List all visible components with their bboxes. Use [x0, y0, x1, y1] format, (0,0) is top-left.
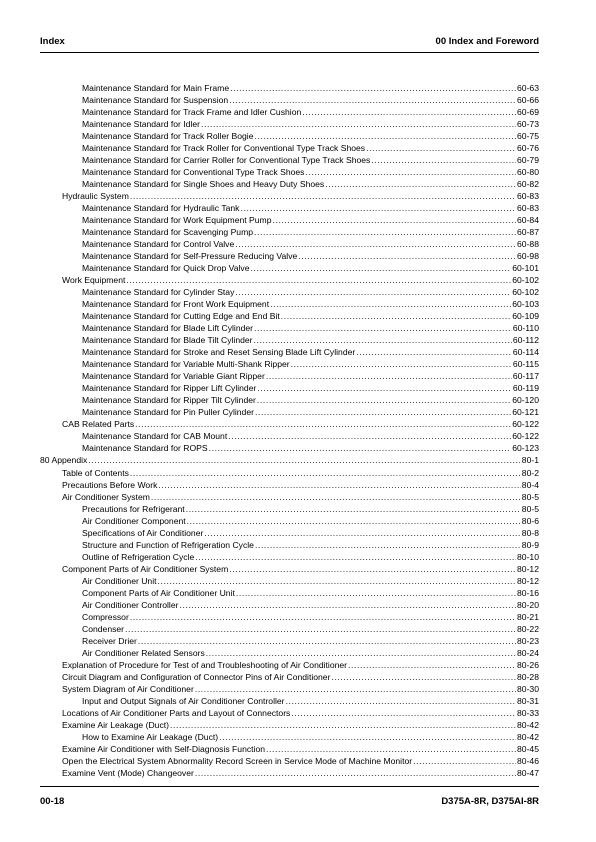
- dot-leader: [281, 310, 511, 322]
- toc-entry[interactable]: [40, 94, 539, 106]
- dot-leader: [230, 82, 516, 94]
- toc-entry-title: 80 Appendix: [40, 455, 88, 466]
- toc-entry-title: CAB Related Parts: [62, 419, 135, 430]
- toc-entry-title: Component Parts of Air Conditioner System: [62, 563, 229, 574]
- toc-entry[interactable]: [40, 166, 539, 178]
- header-chapter-title: 00 Index and Foreword: [435, 36, 539, 47]
- toc-entry-title: Air Conditioner Related Sensors: [82, 647, 205, 658]
- toc-entry-title: Specifications of Air Conditioner: [82, 527, 204, 538]
- toc-entry-title: Component Parts of Air Conditioner Unit: [82, 587, 235, 598]
- toc-entry-title: Maintenance Standard for Ripper Lift Cylinder: [82, 383, 257, 394]
- toc-entry-title: Input and Output Signals of Air Conditioner Controller: [82, 695, 285, 706]
- toc-entry-page: 60-121: [512, 407, 539, 418]
- footer-divider: [40, 786, 539, 787]
- dot-leader: [229, 94, 516, 106]
- toc-entry[interactable]: [40, 298, 539, 310]
- toc-entry-page: 60-66: [517, 95, 539, 106]
- toc-entry-page: 80-22: [517, 623, 539, 634]
- toc-entry-page: 80-42: [517, 731, 539, 742]
- toc-entry[interactable]: [40, 250, 539, 262]
- toc-entry-title: Maintenance Standard for Work Equipment Pump: [82, 215, 272, 226]
- toc-entry-title: Maintenance Standard for Idler: [82, 119, 200, 130]
- toc-entry-title: Maintenance Standard for Track Roller Bogie: [82, 131, 254, 142]
- dot-leader: [298, 250, 516, 262]
- toc-entry[interactable]: [40, 418, 539, 430]
- dot-leader: [235, 286, 511, 298]
- toc-entry[interactable]: [40, 334, 539, 346]
- toc-entry-page: 80-5: [521, 491, 539, 502]
- toc-entry-page: 80-16: [517, 587, 539, 598]
- header-divider: [40, 52, 539, 53]
- dot-leader: [255, 130, 517, 142]
- dot-leader: [135, 418, 511, 430]
- toc-entry-page: 80-10: [517, 551, 539, 562]
- toc-entry-page: 80-47: [517, 767, 539, 778]
- toc-entry-title: Maintenance Standard for CAB Mount: [82, 431, 228, 442]
- toc-entry-title: Maintenance Standard for Control Valve: [82, 239, 235, 250]
- dot-leader: [126, 274, 511, 286]
- dot-leader: [170, 719, 516, 731]
- dot-leader: [187, 515, 521, 527]
- toc-entry-page: 80-33: [517, 707, 539, 718]
- toc-entry[interactable]: [40, 539, 539, 551]
- dot-leader: [291, 707, 516, 719]
- toc-entry-page: 80-6: [521, 515, 539, 526]
- toc-entry-page: 60-101: [512, 263, 539, 274]
- dot-leader: [254, 322, 512, 334]
- toc-entry-title: Maintenance Standard for Pin Puller Cylinder: [82, 407, 254, 418]
- toc-entry-page: 80-12: [517, 563, 539, 574]
- toc-entry-page: 60-122: [512, 419, 539, 430]
- toc-entry-title: Maintenance Standard for Ripper Tilt Cylinder: [82, 395, 256, 406]
- toc-entry-title: Maintenance Standard for Track Roller for Conventional Type Track Shoes: [82, 143, 366, 154]
- toc-entry[interactable]: [40, 226, 539, 238]
- dot-leader: [158, 479, 520, 491]
- toc-entry[interactable]: [40, 370, 539, 382]
- toc-entry[interactable]: [40, 274, 539, 286]
- dot-leader: [254, 334, 512, 346]
- toc-entry-page: 80-42: [517, 719, 539, 730]
- toc-entry[interactable]: [40, 442, 539, 454]
- toc-entry-title: Maintenance Standard for Variable Multi-Shank Ripper: [82, 359, 290, 370]
- toc-entry[interactable]: [40, 286, 539, 298]
- toc-entry[interactable]: [40, 707, 539, 719]
- dot-leader: [255, 406, 511, 418]
- dot-leader: [356, 346, 512, 358]
- toc-entry-title: Maintenance Standard for ROPS: [82, 443, 208, 454]
- dot-leader: [272, 214, 516, 226]
- toc-entry[interactable]: [40, 479, 539, 491]
- toc-entry-page: 60-123: [512, 443, 539, 454]
- dot-leader: [257, 382, 512, 394]
- toc-entry-title: System Diagram of Air Conditioner: [62, 683, 194, 694]
- toc-entry[interactable]: [40, 635, 539, 647]
- toc-entry-page: 60-84: [517, 215, 539, 226]
- dot-leader: [240, 202, 516, 214]
- toc-entry-page: 80-12: [517, 575, 539, 586]
- toc-entry-page: 60-63: [517, 83, 539, 93]
- toc-entry-page: 60-83: [517, 203, 539, 214]
- dot-leader: [236, 587, 516, 599]
- toc-entry-page: 80-45: [517, 743, 539, 754]
- dot-leader: [151, 491, 521, 503]
- toc-entry[interactable]: [40, 647, 539, 659]
- toc-entry[interactable]: [40, 214, 539, 226]
- toc-entry[interactable]: [40, 743, 539, 755]
- toc-entry-title: Open the Electrical System Abnormality Record Screen in Service Mode of Machine Monitor: [62, 755, 413, 766]
- toc-entry-title: Explanation of Procedure for Test of and Troubleshooting of Air Conditioner: [62, 659, 348, 670]
- toc-entry-page: 60-112: [512, 335, 539, 346]
- toc-entry-page: 60-102: [512, 275, 539, 286]
- toc-entry-page: 60-83: [517, 191, 539, 202]
- dot-leader: [257, 394, 511, 406]
- toc-entry[interactable]: [40, 551, 539, 563]
- toc-entry-page: 60-114: [512, 347, 539, 358]
- toc-entry[interactable]: [40, 382, 539, 394]
- toc-entry-title: Maintenance Standard for Stroke and Reset Sensing Blade Lift Cylinder: [82, 347, 356, 358]
- toc-entry[interactable]: [40, 106, 539, 118]
- toc-entry[interactable]: [40, 491, 539, 503]
- toc-entry-page: 60-120: [512, 395, 539, 406]
- toc-entry-page: 60-117: [512, 371, 539, 382]
- dot-leader: [348, 659, 516, 671]
- toc-entry[interactable]: [40, 142, 539, 154]
- dot-leader: [235, 238, 516, 250]
- dot-leader: [179, 599, 516, 611]
- page-header: [40, 36, 539, 50]
- toc-entry[interactable]: [40, 178, 539, 190]
- toc-entry[interactable]: [40, 683, 539, 695]
- dot-leader: [201, 118, 516, 130]
- toc-entry[interactable]: [40, 563, 539, 575]
- toc-entry-page: 80-2: [521, 467, 539, 478]
- toc-entry-title: Maintenance Standard for Cylinder Stay: [82, 287, 235, 298]
- toc-entry[interactable]: [40, 238, 539, 250]
- toc-entry[interactable]: [40, 262, 539, 274]
- dot-leader: [206, 647, 516, 659]
- toc-entry-title: Air Conditioner Controller: [82, 599, 179, 610]
- dot-leader: [266, 370, 512, 382]
- header-section-title: Index: [40, 36, 65, 47]
- dot-leader: [228, 430, 511, 442]
- toc-entry-title: Maintenance Standard for Self-Pressure Reducing Valve: [82, 251, 298, 262]
- dot-leader: [195, 551, 516, 563]
- toc-entry-title: Maintenance Standard for Variable Giant Ripper: [82, 371, 265, 382]
- toc-entry[interactable]: [40, 82, 539, 94]
- toc-entry-title: Compressor: [82, 611, 129, 622]
- toc-entry-title: Maintenance Standard for Hydraulic Tank: [82, 203, 240, 214]
- toc-entry[interactable]: [40, 731, 539, 743]
- dot-leader: [195, 683, 516, 695]
- toc-entry-title: Maintenance Standard for Track Frame and Idler Cushion: [82, 107, 302, 118]
- toc-entry-page: 60-122: [512, 431, 539, 442]
- toc-entry[interactable]: [40, 454, 539, 466]
- toc-entry-page: 60-110: [512, 323, 539, 334]
- toc-entry-title: Maintenance Standard for Front Work Equipment: [82, 299, 270, 310]
- toc-entry-page: 80-4: [521, 479, 539, 490]
- toc-entry-title: Examine Air Conditioner with Self-Diagnosis Function: [62, 743, 266, 754]
- toc-entry-page: 60-69: [517, 107, 539, 118]
- toc-entry-page: 80-1: [521, 455, 539, 466]
- toc-entry[interactable]: [40, 695, 539, 707]
- toc-entry[interactable]: [40, 322, 539, 334]
- toc-entry-title: Maintenance Standard for Main Frame: [82, 83, 230, 93]
- toc-entry-page: 60-80: [517, 167, 539, 178]
- toc-entry-title: Precautions Before Work: [62, 479, 158, 490]
- dot-leader: [286, 695, 516, 707]
- toc-entry-title: Condenser: [82, 623, 125, 634]
- dot-leader: [130, 467, 521, 479]
- toc-entry[interactable]: [40, 346, 539, 358]
- toc-entry-title: Receiver Drier: [82, 635, 137, 646]
- toc-entry[interactable]: [40, 503, 539, 515]
- toc-entry[interactable]: [40, 190, 539, 202]
- toc-entry-page: 60-76: [517, 143, 539, 154]
- dot-leader: [366, 142, 516, 154]
- dot-leader: [204, 527, 520, 539]
- dot-leader: [325, 178, 516, 190]
- toc-entry-page: 80-20: [517, 599, 539, 610]
- toc-entry-title: Maintenance Standard for Carrier Roller for Conventional Type Track Shoes: [82, 155, 371, 166]
- toc-entry-page: 60-109: [512, 311, 539, 322]
- page-number: 00-18: [40, 796, 65, 807]
- toc-entry-page: 80-28: [517, 671, 539, 682]
- dot-leader: [195, 767, 516, 779]
- toc-entry-page: 60-87: [517, 227, 539, 238]
- toc-entry-page: 80-5: [521, 503, 539, 514]
- dot-leader: [371, 154, 516, 166]
- dot-leader: [88, 454, 520, 466]
- toc-entry-title: Table of Contents: [62, 467, 129, 478]
- model-name: D375A-8R, D375AI-8R: [441, 796, 539, 807]
- dot-leader: [266, 743, 516, 755]
- toc-entry[interactable]: [40, 358, 539, 370]
- dot-leader: [251, 262, 512, 274]
- dot-leader: [219, 731, 516, 743]
- toc-entry-title: Maintenance Standard for Suspension: [82, 95, 229, 106]
- toc-entry-page: 80-46: [517, 755, 539, 766]
- toc-entry[interactable]: [40, 611, 539, 623]
- dot-leader: [331, 671, 516, 683]
- dot-leader: [130, 611, 516, 623]
- toc-entry[interactable]: [40, 659, 539, 671]
- toc-entry[interactable]: [40, 406, 539, 418]
- toc-entry[interactable]: [40, 767, 539, 779]
- dot-leader: [186, 503, 521, 515]
- toc-entry-page: 60-115: [512, 359, 539, 370]
- toc-entry[interactable]: [40, 623, 539, 635]
- toc-entry-page: 80-9: [521, 539, 539, 550]
- toc-entry[interactable]: [40, 394, 539, 406]
- table-of-contents: [40, 82, 539, 779]
- toc-entry[interactable]: [40, 202, 539, 214]
- toc-entry-page: 80-31: [517, 695, 539, 706]
- toc-entry[interactable]: [40, 118, 539, 130]
- toc-entry-page: 60-103: [512, 299, 539, 310]
- toc-entry-title: Examine Air Leakage (Duct): [62, 719, 169, 730]
- toc-entry[interactable]: [40, 599, 539, 611]
- toc-entry[interactable]: [40, 575, 539, 587]
- toc-entry-page: 60-119: [512, 383, 539, 394]
- toc-entry-title: Hydraulic System: [62, 191, 129, 202]
- toc-entry[interactable]: [40, 671, 539, 683]
- toc-entry-page: 60-75: [517, 131, 539, 142]
- toc-entry[interactable]: [40, 310, 539, 322]
- toc-entry-title: Outline of Refrigeration Cycle: [82, 551, 195, 562]
- dot-leader: [138, 635, 516, 647]
- dot-leader: [270, 298, 511, 310]
- toc-entry-title: Precautions for Refrigerant: [82, 503, 185, 514]
- toc-entry-page: 60-73: [517, 119, 539, 130]
- toc-entry-page: 80-26: [517, 659, 539, 670]
- toc-entry-page: 60-82: [517, 179, 539, 190]
- toc-entry[interactable]: [40, 719, 539, 731]
- toc-entry-title: Air Conditioner System: [62, 491, 150, 502]
- toc-entry-page: 80-23: [517, 635, 539, 646]
- toc-entry-title: Maintenance Standard for Blade Lift Cylinder: [82, 323, 254, 334]
- dot-leader: [255, 539, 521, 551]
- dot-leader: [125, 623, 516, 635]
- toc-entry-title: Maintenance Standard for Conventional Type Track Shoes: [82, 167, 305, 178]
- dot-leader: [229, 563, 516, 575]
- dot-leader: [302, 106, 516, 118]
- toc-entry-page: 60-102: [512, 287, 539, 298]
- toc-entry-title: Air Conditioner Component: [82, 515, 186, 526]
- toc-entry[interactable]: [40, 154, 539, 166]
- dot-leader: [158, 575, 517, 587]
- toc-entry-page: 80-21: [517, 611, 539, 622]
- dot-leader: [209, 442, 512, 454]
- toc-entry-page: 80-8: [521, 527, 539, 538]
- toc-entry[interactable]: [40, 430, 539, 442]
- toc-entry-title: Maintenance Standard for Cutting Edge and End Bit: [82, 311, 280, 322]
- toc-entry-title: Maintenance Standard for Scavenging Pump: [82, 227, 254, 238]
- dot-leader: [305, 166, 516, 178]
- toc-entry-title: Maintenance Standard for Single Shoes and Heavy Duty Shoes: [82, 179, 325, 190]
- toc-entry[interactable]: [40, 755, 539, 767]
- toc-entry-page: 60-98: [517, 251, 539, 262]
- toc-entry-page: 80-30: [517, 683, 539, 694]
- toc-entry-page: 80-24: [517, 647, 539, 658]
- toc-entry-page: 60-88: [517, 239, 539, 250]
- toc-entry[interactable]: [40, 527, 539, 539]
- toc-entry-title: Examine Vent (Mode) Changeover: [62, 767, 194, 778]
- toc-entry[interactable]: [40, 130, 539, 142]
- toc-entry-title: Circuit Diagram and Configuration of Connector Pins of Air Conditioner: [62, 671, 331, 682]
- dot-leader: [291, 358, 512, 370]
- toc-entry-title: Work Equipment: [62, 275, 126, 286]
- toc-entry[interactable]: [40, 515, 539, 527]
- toc-entry-title: How to Examine Air Leakage (Duct): [82, 731, 219, 742]
- toc-entry-title: Air Conditioner Unit: [82, 575, 157, 586]
- toc-entry-title: Locations of Air Conditioner Parts and Layout of Connectors: [62, 707, 291, 718]
- toc-entry-title: Structure and Function of Refrigeration Cycle: [82, 539, 254, 550]
- toc-entry[interactable]: [40, 587, 539, 599]
- dot-leader: [413, 755, 516, 767]
- toc-entry-page: 60-79: [517, 155, 539, 166]
- dot-leader: [254, 226, 516, 238]
- toc-entry-title: Maintenance Standard for Quick Drop Valve: [82, 263, 250, 274]
- dot-leader: [130, 190, 516, 202]
- toc-entry[interactable]: [40, 467, 539, 479]
- toc-entry-title: Maintenance Standard for Blade Tilt Cylinder: [82, 335, 253, 346]
